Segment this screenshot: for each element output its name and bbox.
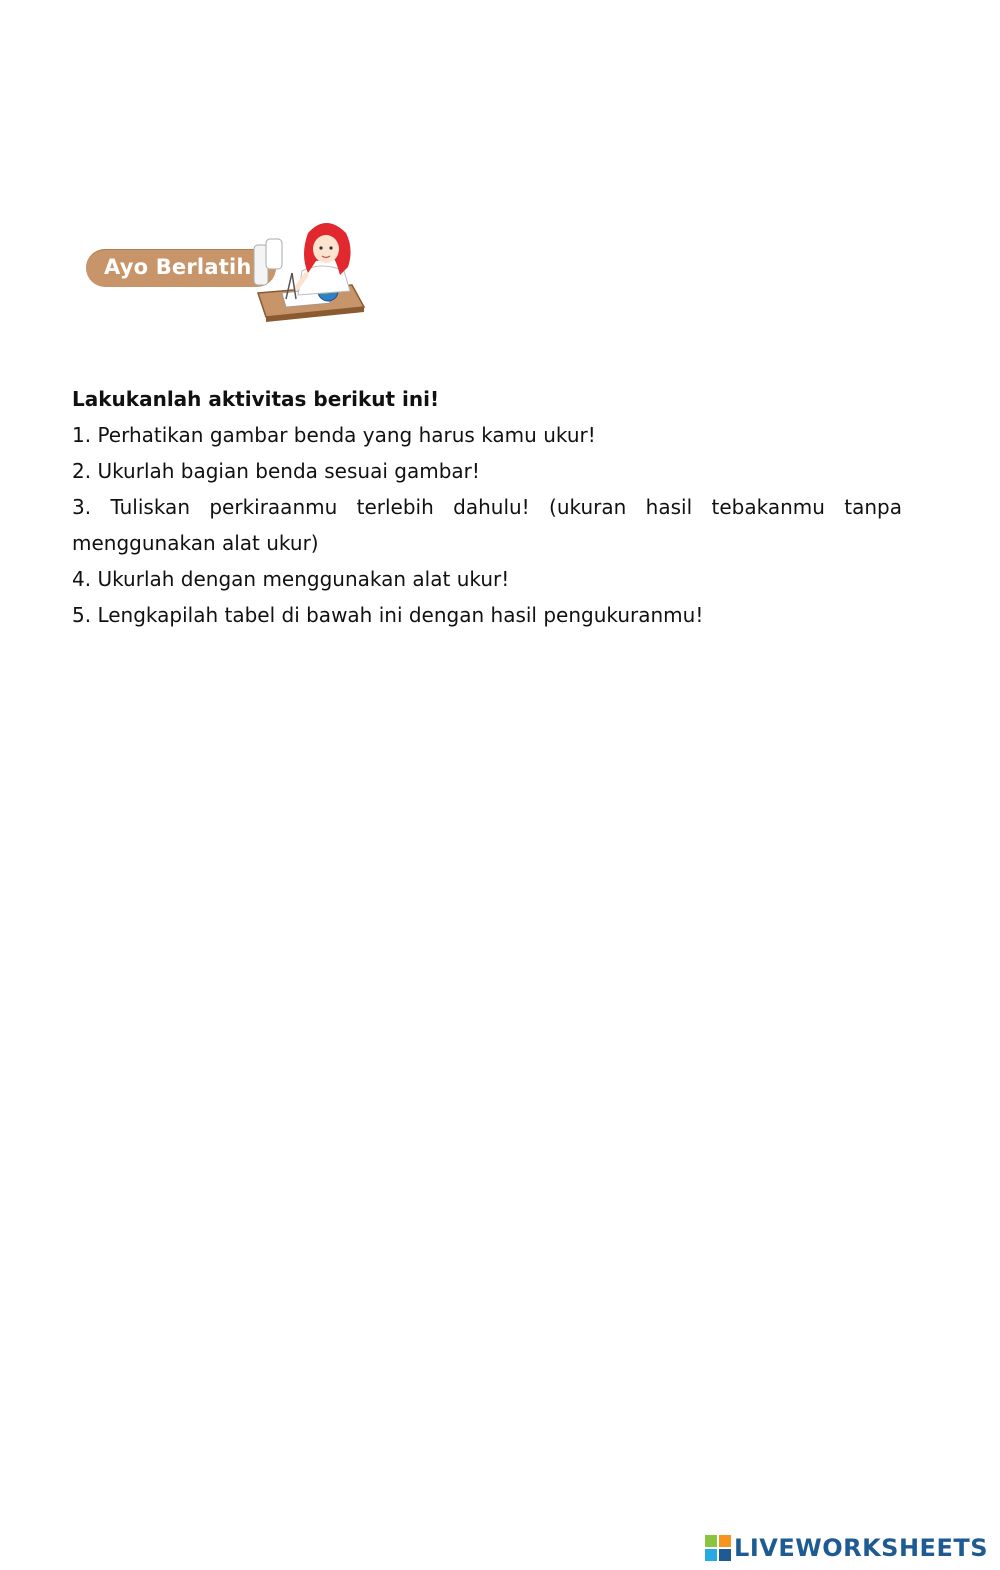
ayo-berlatih-badge xyxy=(86,249,276,287)
instructions-section xyxy=(72,381,902,633)
liveworksheets-brand[interactable] xyxy=(705,1534,988,1562)
badge-label: Ayo Berlatih xyxy=(104,255,252,279)
liveworksheets-logo-icon xyxy=(705,1535,731,1561)
instruction-item: 5. Lengkapilah tabel di bawah ini dengan hasil pengukuranmu! xyxy=(72,603,704,627)
instructions-heading: Lakukanlah aktivitas berikut ini! xyxy=(72,387,440,411)
instruction-item: 2. Ukurlah bagian benda sesuai gambar! xyxy=(72,459,480,483)
instruction-item: 1. Perhatikan gambar benda yang harus kamu ukur! xyxy=(72,423,596,447)
girl-measuring-at-desk-icon xyxy=(252,215,370,323)
brand-text: LIVEWORKSHEETS xyxy=(734,1534,988,1562)
instruction-item: 4. Ukurlah dengan menggunakan alat ukur! xyxy=(72,567,510,591)
section-header xyxy=(84,215,374,325)
instruction-item: 3. Tuliskan perkiraanmu terlebih dahulu! (ukuran hasil tebakanmu tanpa menggunakan alat ukur) xyxy=(72,495,902,555)
